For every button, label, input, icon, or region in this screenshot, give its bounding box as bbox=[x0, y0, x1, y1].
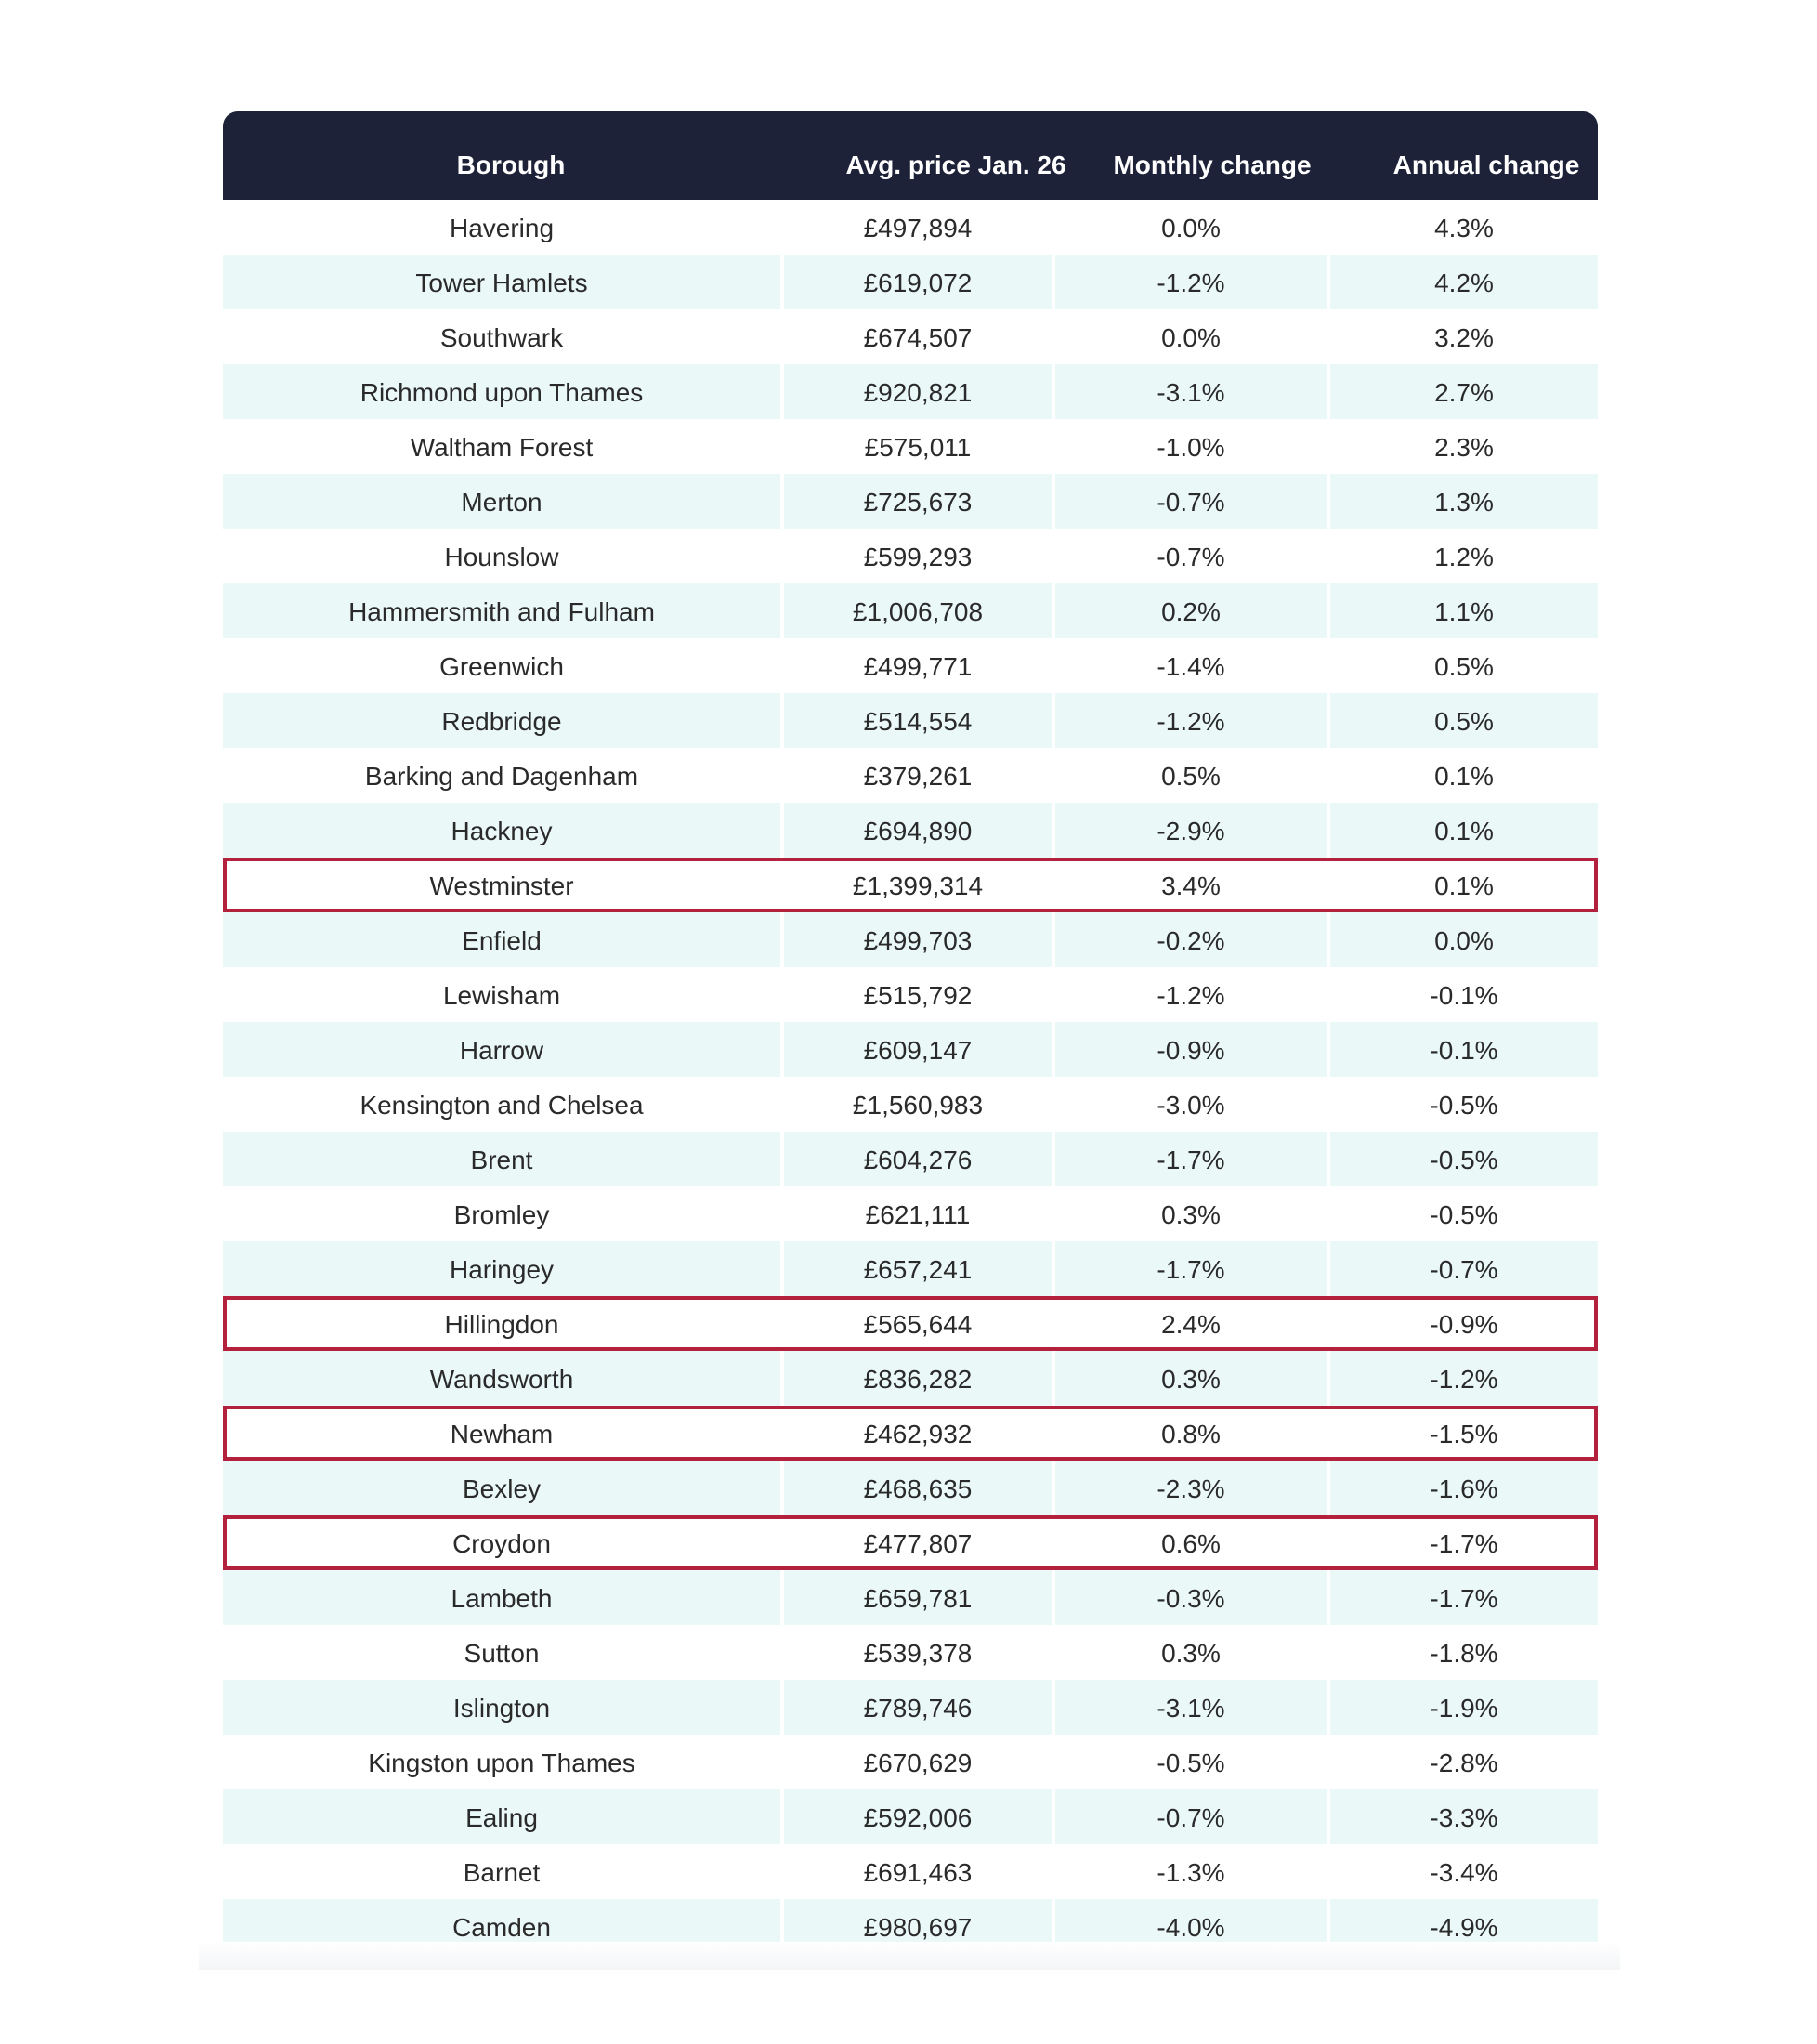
price-cell: £836,282 bbox=[784, 1351, 1052, 1406]
price-cell: £691,463 bbox=[863, 1858, 973, 1887]
annual-change-cell: -3.3% bbox=[1330, 1789, 1598, 1844]
table-row bbox=[223, 912, 1598, 967]
monthly-change-cell: 2.4% bbox=[1161, 1310, 1221, 1339]
table-row bbox=[223, 364, 1598, 419]
price-cell: £468,635 bbox=[784, 1461, 1052, 1515]
borough-cell: Sutton bbox=[464, 1639, 540, 1668]
table-row bbox=[223, 1735, 1598, 1789]
monthly-change-cell: -0.5% bbox=[1157, 1749, 1225, 1777]
borough-cell: Hackney bbox=[223, 803, 780, 858]
table-row bbox=[223, 693, 1598, 748]
monthly-change-cell: -1.0% bbox=[1157, 433, 1225, 462]
price-cell: £462,932 bbox=[863, 1420, 973, 1448]
price-cell: £477,807 bbox=[863, 1529, 973, 1558]
annual-change-cell: -0.5% bbox=[1430, 1091, 1498, 1120]
price-cell: £599,293 bbox=[863, 543, 973, 571]
annual-change-cell: -1.8% bbox=[1430, 1639, 1498, 1668]
borough-cell: Newham bbox=[450, 1420, 554, 1448]
price-cell: £657,241 bbox=[784, 1241, 1052, 1296]
monthly-change-cell: -3.0% bbox=[1157, 1091, 1225, 1120]
annual-change-cell: -4.9% bbox=[1330, 1899, 1598, 1954]
table-row bbox=[223, 583, 1598, 638]
borough-cell: Bexley bbox=[223, 1461, 780, 1515]
column-header-borough: Borough bbox=[456, 151, 566, 179]
table-row bbox=[223, 1132, 1598, 1186]
borough-cell: Haringey bbox=[223, 1241, 780, 1296]
annual-change-cell: -1.9% bbox=[1330, 1680, 1598, 1735]
table-row bbox=[223, 748, 1598, 803]
monthly-change-cell: -0.7% bbox=[1157, 543, 1225, 571]
table-row bbox=[223, 1351, 1598, 1406]
table-row bbox=[223, 1077, 1598, 1132]
column-header-annual-change: Annual change bbox=[1392, 151, 1580, 179]
price-cell: £609,147 bbox=[784, 1022, 1052, 1077]
table-row bbox=[223, 1789, 1598, 1844]
annual-change-cell: 2.7% bbox=[1330, 364, 1598, 419]
price-cell: £674,507 bbox=[863, 323, 973, 352]
table-row bbox=[223, 1680, 1598, 1735]
monthly-change-cell: -1.4% bbox=[1157, 652, 1225, 681]
borough-cell: Waltham Forest bbox=[410, 433, 594, 462]
price-cell: £980,697 bbox=[784, 1899, 1052, 1954]
table-row bbox=[223, 1241, 1598, 1296]
table-row bbox=[223, 1625, 1598, 1680]
annual-change-cell: -0.7% bbox=[1330, 1241, 1598, 1296]
annual-change-cell: 3.2% bbox=[1434, 323, 1494, 352]
borough-cell: Greenwich bbox=[439, 652, 564, 681]
price-cell: £621,111 bbox=[865, 1200, 971, 1229]
borough-cell: Bromley bbox=[453, 1200, 550, 1229]
annual-change-cell: -0.1% bbox=[1330, 1022, 1598, 1077]
borough-cell: Southwark bbox=[439, 323, 564, 352]
annual-change-cell: 0.5% bbox=[1434, 652, 1494, 681]
price-cell: £592,006 bbox=[784, 1789, 1052, 1844]
table-row bbox=[223, 1570, 1598, 1625]
table-row bbox=[223, 529, 1598, 583]
borough-cell: Islington bbox=[223, 1680, 780, 1735]
price-cell: £515,792 bbox=[863, 981, 973, 1010]
table-row bbox=[223, 967, 1598, 1022]
table-body bbox=[223, 200, 1598, 1954]
column-header-avg-price: Avg. price Jan. 26 bbox=[845, 151, 1066, 179]
monthly-change-cell: 0.8% bbox=[1161, 1420, 1221, 1448]
table-row bbox=[223, 309, 1598, 364]
annual-change-cell: 4.2% bbox=[1330, 255, 1598, 309]
annual-change-cell: -1.2% bbox=[1330, 1351, 1598, 1406]
table-footer-shadow bbox=[199, 1942, 1620, 1970]
monthly-change-cell: 0.6% bbox=[1161, 1529, 1221, 1558]
monthly-change-cell: 0.3% bbox=[1161, 1639, 1221, 1668]
borough-cell: Lambeth bbox=[223, 1570, 780, 1625]
borough-cell: Redbridge bbox=[223, 693, 780, 748]
annual-change-cell: 0.0% bbox=[1330, 912, 1598, 967]
table-row-highlighted bbox=[223, 1406, 1598, 1461]
borough-cell: Tower Hamlets bbox=[223, 255, 780, 309]
table-row bbox=[223, 1186, 1598, 1241]
price-cell: £499,771 bbox=[863, 652, 973, 681]
table-row bbox=[223, 1844, 1598, 1899]
borough-cell: Hammersmith and Fulham bbox=[223, 583, 780, 638]
price-cell: £1,006,708 bbox=[784, 583, 1052, 638]
borough-cell: Ealing bbox=[223, 1789, 780, 1844]
annual-change-cell: -1.6% bbox=[1330, 1461, 1598, 1515]
price-cell: £604,276 bbox=[784, 1132, 1052, 1186]
annual-change-cell: -1.5% bbox=[1430, 1420, 1498, 1448]
annual-change-cell: 0.1% bbox=[1434, 871, 1494, 900]
monthly-change-cell: -1.3% bbox=[1157, 1858, 1225, 1887]
price-cell: £379,261 bbox=[863, 762, 973, 791]
price-cell: £619,072 bbox=[784, 255, 1052, 309]
table-row bbox=[223, 638, 1598, 693]
monthly-change-cell: 0.3% bbox=[1161, 1200, 1221, 1229]
monthly-change-cell: -0.9% bbox=[1055, 1022, 1327, 1077]
monthly-change-cell: 0.0% bbox=[1161, 214, 1221, 242]
annual-change-cell: -0.1% bbox=[1430, 981, 1498, 1010]
price-cell: £725,673 bbox=[784, 474, 1052, 529]
monthly-change-cell: 0.0% bbox=[1161, 323, 1221, 352]
borough-cell: Kensington and Chelsea bbox=[359, 1091, 644, 1120]
borough-cell: Richmond upon Thames bbox=[223, 364, 780, 419]
table-row bbox=[223, 255, 1598, 309]
annual-change-cell: -1.7% bbox=[1330, 1570, 1598, 1625]
monthly-change-cell: 3.4% bbox=[1161, 871, 1221, 900]
table-row bbox=[223, 200, 1598, 255]
annual-change-cell: 1.2% bbox=[1434, 543, 1494, 571]
monthly-change-cell: -2.9% bbox=[1055, 803, 1327, 858]
annual-change-cell: -0.5% bbox=[1330, 1132, 1598, 1186]
table-row-highlighted bbox=[223, 1515, 1598, 1570]
monthly-change-cell: -1.2% bbox=[1055, 693, 1327, 748]
monthly-change-cell: -3.1% bbox=[1055, 364, 1327, 419]
table-row-highlighted bbox=[223, 858, 1598, 912]
borough-cell: Barking and Dagenham bbox=[364, 762, 639, 791]
borough-cell: Hounslow bbox=[444, 543, 559, 571]
annual-change-cell: -3.4% bbox=[1430, 1858, 1498, 1887]
table-row bbox=[223, 803, 1598, 858]
price-cell: £497,894 bbox=[863, 214, 973, 242]
monthly-change-cell: -1.7% bbox=[1055, 1241, 1327, 1296]
price-cell: £659,781 bbox=[784, 1570, 1052, 1625]
annual-change-cell: -0.9% bbox=[1430, 1310, 1498, 1339]
table-row-highlighted bbox=[223, 1296, 1598, 1351]
column-header-monthly-change: Monthly change bbox=[1113, 151, 1312, 179]
price-cell: £694,890 bbox=[784, 803, 1052, 858]
borough-cell: Hillingdon bbox=[444, 1310, 559, 1339]
table-header bbox=[223, 111, 1598, 200]
monthly-change-cell: -0.3% bbox=[1055, 1570, 1327, 1625]
monthly-change-cell: -1.7% bbox=[1055, 1132, 1327, 1186]
monthly-change-cell: -4.0% bbox=[1055, 1899, 1327, 1954]
annual-change-cell: 4.3% bbox=[1434, 214, 1494, 242]
price-cell: £1,560,983 bbox=[852, 1091, 984, 1120]
price-cell: £670,629 bbox=[863, 1749, 973, 1777]
monthly-change-cell: -1.2% bbox=[1055, 255, 1327, 309]
borough-cell: Havering bbox=[449, 214, 555, 242]
table-row bbox=[223, 474, 1598, 529]
borough-cell: Harrow bbox=[223, 1022, 780, 1077]
monthly-change-cell: -3.1% bbox=[1055, 1680, 1327, 1735]
annual-change-cell: -2.8% bbox=[1430, 1749, 1498, 1777]
borough-cell: Barnet bbox=[463, 1858, 541, 1887]
monthly-change-cell: 0.2% bbox=[1055, 583, 1327, 638]
borough-cell: Croydon bbox=[452, 1529, 551, 1558]
annual-change-cell: -0.5% bbox=[1430, 1200, 1498, 1229]
price-cell: £789,746 bbox=[784, 1680, 1052, 1735]
annual-change-cell: 1.3% bbox=[1330, 474, 1598, 529]
borough-cell: Camden bbox=[223, 1899, 780, 1954]
price-cell: £1,399,314 bbox=[852, 871, 984, 900]
annual-change-cell: 2.3% bbox=[1434, 433, 1494, 462]
price-cell: £514,554 bbox=[784, 693, 1052, 748]
monthly-change-cell: 0.5% bbox=[1161, 762, 1221, 791]
table-row bbox=[223, 1022, 1598, 1077]
table-row bbox=[223, 1461, 1598, 1515]
annual-change-cell: -1.7% bbox=[1430, 1529, 1498, 1558]
monthly-change-cell: -2.3% bbox=[1055, 1461, 1327, 1515]
price-cell: £539,378 bbox=[863, 1639, 973, 1668]
monthly-change-cell: -1.2% bbox=[1157, 981, 1225, 1010]
monthly-change-cell: -0.7% bbox=[1055, 474, 1327, 529]
borough-cell: Westminster bbox=[429, 871, 574, 900]
price-cell: £499,703 bbox=[784, 912, 1052, 967]
borough-price-table bbox=[223, 111, 1598, 1954]
annual-change-cell: 0.1% bbox=[1330, 803, 1598, 858]
table-row bbox=[223, 419, 1598, 474]
price-cell: £565,644 bbox=[863, 1310, 973, 1339]
borough-cell: Enfield bbox=[223, 912, 780, 967]
borough-cell: Merton bbox=[223, 474, 780, 529]
annual-change-cell: 0.5% bbox=[1330, 693, 1598, 748]
monthly-change-cell: -0.2% bbox=[1055, 912, 1327, 967]
annual-change-cell: 1.1% bbox=[1330, 583, 1598, 638]
annual-change-cell: 0.1% bbox=[1434, 762, 1494, 791]
monthly-change-cell: -0.7% bbox=[1055, 1789, 1327, 1844]
borough-cell: Wandsworth bbox=[223, 1351, 780, 1406]
borough-cell: Lewisham bbox=[442, 981, 561, 1010]
price-cell: £575,011 bbox=[864, 433, 972, 462]
borough-cell: Brent bbox=[223, 1132, 780, 1186]
monthly-change-cell: 0.3% bbox=[1055, 1351, 1327, 1406]
price-cell: £920,821 bbox=[784, 364, 1052, 419]
borough-cell: Kingston upon Thames bbox=[368, 1749, 635, 1777]
